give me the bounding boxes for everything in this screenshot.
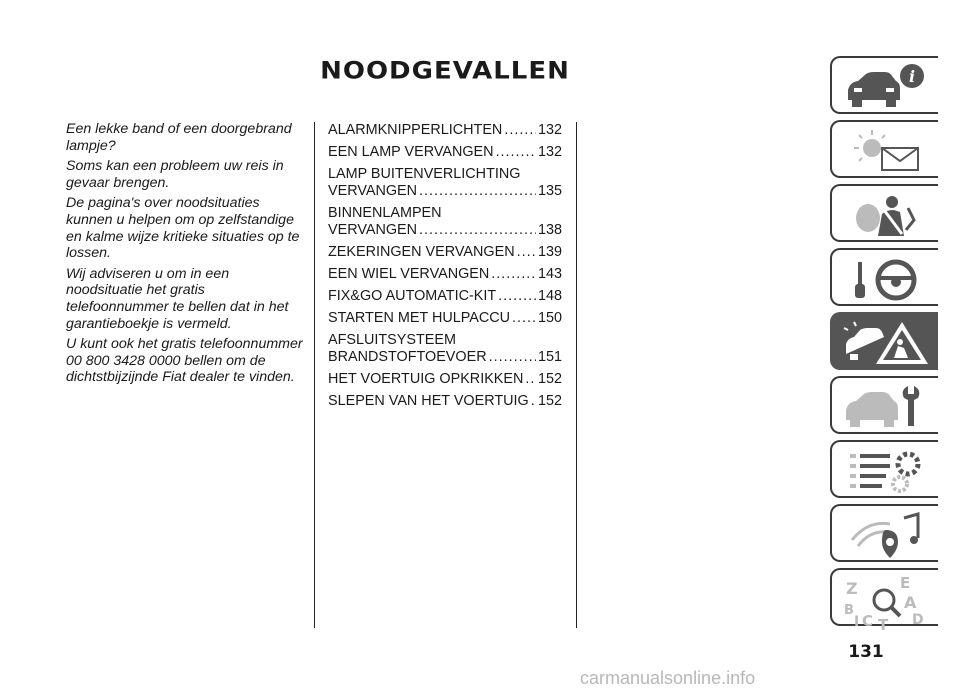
toc-leader-dots — [531, 393, 536, 410]
toc-entry[interactable] — [328, 371, 562, 388]
alphabetical-index-icon — [842, 574, 932, 632]
toc-entry-label: VERVANGEN — [328, 183, 418, 199]
toc-page-number: 143 — [537, 266, 562, 282]
toc-entry[interactable] — [328, 144, 562, 161]
tab-multimedia[interactable] — [830, 504, 938, 562]
toc-leader-dots — [419, 222, 536, 239]
tab-safety[interactable] — [830, 184, 938, 242]
toc-entry-label: EEN WIEL VERVANGEN — [328, 266, 490, 282]
key-steering-wheel-icon — [842, 254, 932, 304]
tab-specifications[interactable] — [830, 440, 938, 498]
toc-leader-dots — [525, 371, 536, 388]
tab-lights-messages[interactable] — [830, 120, 938, 178]
toc-entry[interactable] — [328, 288, 562, 305]
toc-leader-dots — [512, 310, 536, 327]
car-maintenance-wrench-icon — [842, 382, 932, 432]
toc-page-number: 132 — [537, 122, 562, 138]
toc-entry-label: ALARMKNIPPERLICHTEN — [328, 122, 503, 138]
toc-page-number: 152 — [537, 393, 562, 409]
intro-paragraph: Een lekke band of een doorgebrand lampje? — [66, 121, 292, 154]
index-letter: I — [854, 614, 860, 630]
specifications-gears-icon — [842, 446, 932, 496]
index-letter: T — [878, 616, 889, 632]
tab-index[interactable] — [830, 568, 938, 632]
svg-text:i: i — [909, 67, 916, 86]
toc-page-number: 138 — [537, 222, 562, 238]
toc-page-number: 132 — [537, 144, 562, 160]
toc-entry-label: EEN LAMP VERVANGEN — [328, 144, 494, 160]
toc-entry[interactable] — [328, 166, 562, 200]
light-message-icon — [842, 126, 932, 176]
toc-entry-label: BINNENLAMPEN — [328, 205, 442, 221]
page-number: 131 — [848, 642, 884, 662]
tab-car-info[interactable] — [830, 56, 938, 114]
column-divider — [576, 122, 577, 628]
toc-entry[interactable] — [328, 393, 562, 410]
toc-page-number: 151 — [537, 349, 562, 365]
toc-page-number: 152 — [537, 371, 562, 387]
toc-entry-label: ZEKERINGEN VERVANGEN — [328, 244, 515, 260]
toc-entry-label: STARTEN MET HULPACCU — [328, 310, 511, 326]
toc-entry-label: SLEPEN VAN HET VOERTUIG — [328, 393, 529, 409]
index-letter: Z — [846, 579, 858, 598]
car-info-icon — [842, 62, 932, 112]
index-letter: D — [912, 612, 924, 628]
intro-text — [66, 121, 308, 390]
airbag-seatbelt-icon — [842, 190, 932, 240]
watermark: carmanualsonline.info — [580, 668, 756, 688]
toc-leader-dots — [496, 144, 536, 161]
toc-entry-label: LAMP BUITENVERLICHTING — [328, 166, 521, 182]
tab-maintenance[interactable] — [830, 376, 938, 434]
toc-entry-label: FIX&GO AUTOMATIC-KIT — [328, 288, 497, 304]
toc-entry[interactable] — [328, 310, 562, 327]
toc-page-number: 135 — [537, 183, 562, 199]
toc-page-number: 148 — [537, 288, 562, 304]
intro-paragraph: U kunt ook het gratis telefoonnummer 00 800 3428 0000 bellen om de dichtstbijzijnde Fiat dealer te vinden. — [66, 336, 303, 386]
intro-paragraph: Soms kan een probleem uw reis in gevaar brengen. — [66, 158, 284, 191]
index-letter: C — [862, 612, 874, 630]
table-of-contents — [328, 122, 562, 415]
column-divider — [314, 122, 315, 628]
page-title: NOODGEVALLEN — [320, 57, 570, 85]
toc-leader-dots — [517, 244, 536, 261]
car-breakdown-warning-icon — [842, 318, 932, 368]
index-letter: A — [904, 593, 917, 612]
toc-leader-dots — [491, 266, 536, 283]
index-letter: E — [900, 574, 911, 592]
intro-paragraph: De pagina's over noodsituaties kunnen u helpen om op zelfstandige en kalme wijze kritieke situaties op te lossen. — [66, 195, 300, 262]
tab-emergencies[interactable] — [830, 312, 938, 370]
toc-page-number: 139 — [537, 244, 562, 260]
toc-entry[interactable] — [328, 266, 562, 283]
toc-entry[interactable] — [328, 332, 562, 366]
intro-paragraph: Wij adviseren u om in een noodsituatie het gratis telefoonnummer te bellen dat in het garantieboekje is vermeld. — [66, 265, 289, 332]
chapter-tabs — [830, 56, 942, 632]
toc-entry-label: HET VOERTUIG OPKRIKKEN — [328, 371, 524, 387]
toc-leader-dots — [504, 122, 536, 139]
toc-entry[interactable] — [328, 244, 562, 261]
toc-entry[interactable] — [328, 122, 562, 139]
toc-page-number: 150 — [537, 310, 562, 326]
tab-starting-driving[interactable] — [830, 248, 938, 306]
index-letter: B — [844, 603, 854, 618]
toc-entry-label: AFSLUITSYSTEEM — [328, 332, 456, 348]
toc-entry[interactable] — [328, 205, 562, 239]
toc-entry-label: VERVANGEN — [328, 222, 418, 238]
toc-leader-dots — [489, 349, 536, 366]
toc-leader-dots — [419, 183, 536, 200]
multimedia-music-icon — [842, 510, 932, 560]
toc-leader-dots — [498, 288, 536, 305]
toc-entry-label: BRANDSTOFTOEVOER — [328, 349, 487, 365]
